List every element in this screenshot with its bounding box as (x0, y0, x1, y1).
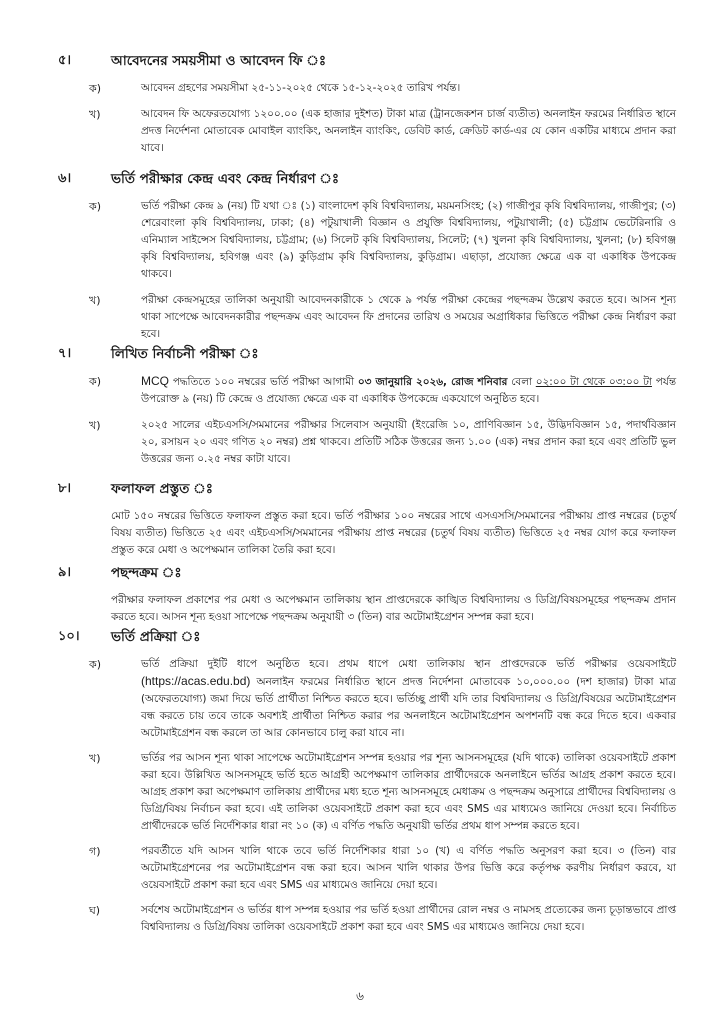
list-item (0, 417, 720, 468)
paragraph: মোট ১৫০ নম্বরের ভিত্তিতে ফলাফল প্রস্তুত করা হবে। ভর্তি পরীক্ষার ১০০ নম্বরের সাথে এসএসসি/সমমানের পরীক্ষায় প্রাপ্ত নম্বরের (চতুর্থ বিষয় ব্যতীত) ভিত্তিতে ২৫ এবং এইচএসসি/সমমানের পরীক্ষায় প্রাপ্ত নম্বরের (চতুর্থ বিষয় ব্যতীত) ভিত্তিতে ২৫ নম্বর যোগ করে ফলাফল প্রস্তুত করে মেধা ও অপেক্ষমান তালিকা তৈরি করা হবে। (111, 510, 676, 556)
item-text: সর্বশেষ অটোমাইগ্রেশন ও ভর্তির ধাপ সম্পন্ন হওয়ার পর ভর্তি হওয়া প্রার্থীদের রোল নম্বর ও নামসহ প্রত্যেকের জন্য চূড়ান্তভাবে প্রাপ্ত বিশ্ববিদ্যালয় ও ডিগ্রি/বিষয় তালিকা ওয়েবসাইটে প্রকাশ করা হবে এবং SMS এর মাধ্যমেও জানিয়ে দেয়া হবে। (141, 904, 676, 933)
text-fragment: বেলা (507, 376, 536, 388)
exam-date: ০৩ জানুয়ারি ২০২৬, রোজ শনিবার (357, 376, 508, 388)
section-10 (0, 626, 720, 936)
list-item (0, 902, 720, 936)
section-title: ভর্তি প্রক্রিয়া ঃ (111, 629, 201, 645)
section-number: ৯। (58, 565, 72, 580)
text-fragment: পদ্ধতিতে ১০০ নম্বরের ভর্তি পরীক্ষা আগামী (169, 376, 358, 388)
section-6 (0, 168, 720, 343)
section-number: ১০। (58, 629, 80, 644)
list-item (0, 292, 720, 343)
section-7 (0, 343, 720, 468)
item-label: খ) (89, 419, 101, 432)
list-item (0, 80, 720, 97)
item-text: ভর্তির পর আসন শূন্য থাকা সাপেক্ষে অটোমাইগ্রেশন সম্পন্ন হওয়ার পর শূন্য আসনসমূহের (যদি থাকে) তালিকা ওয়েবসাইটে প্রকাশ করা হবে। উল্লিখিত আসনসমূহে ভর্তি হতে আগ্রহী অপেক্ষমাণ তালিকার প্রার্থীদেরকে অনলাইনে ভর্তির আগ্রহ প্রকাশ করতে হবে। আগ্রহ প্রকাশ করা অপেক্ষমাণ তালিকায় প্রার্থীদের মধ্য হতে শূন্য আসনসমূহে মেধাক্রম ও পছন্দক্রম অনুসারে প্রার্থীদের বিশ্ববিদ্যালয় ও ডিগ্রি/বিষয় নির্বাচন করা হবে। এই তালিকা ওয়েবসাইটে প্রকাশ করা হবে এবং SMS এর মাধ্যমেও জানিয়ে দেওয়া হবে। নির্বাচিত প্রার্থীদেরকে ভর্তি নির্দেশিকার ধারা নং ১০ (ক) এ বর্ণিত পদ্ধতি অনুযায়ী ভর্তির প্রথম ধাপ সম্পন্ন করতে হবে। (141, 752, 677, 832)
section-number: ৫। (58, 53, 72, 68)
item-label: ক) (89, 82, 101, 95)
section-5 (0, 50, 720, 157)
section-title: পছন্দক্রম ঃ (111, 565, 182, 581)
item-text (141, 373, 676, 408)
item-label: ক) (89, 200, 101, 213)
website-link[interactable]: (https://acas.edu.bd) (141, 674, 251, 688)
section-title: আবেদনের সময়সীমা ও আবেদন ফি ঃ (111, 53, 327, 69)
text-fragment: অনলাইন ফরমের নির্ধারিত স্থানে প্রদত্ত নির্দেশনা মোতাবেক ১০,০০০.০০ (দশ হাজার) টাকা মাত্র (অফেরতযোগ্য) জমা দিয়ে ভর্তি প্রার্থীতা নিশ্চিত করতে হবে। ভর্তিচ্ছু প্রার্থী যদি তার বিশ্ববিদ্যালয় ও ডিগ্রি/বিষয়ের অটোমাইগ্রেশন বন্ধ করতে চায় তবে তাকে অবশ্যই প্রার্থীতা নিশ্চিত করার পর অনলাইনে অটোমাইগ্রেশন অপশনটি বন্ধ করে দিতে হবে। একবার অটোমাইগ্রেশন বন্ধ করলে তা আর কোনভাবে চালু করা যাবে না। (141, 676, 676, 739)
item-label: গ) (89, 845, 101, 858)
section-9 (0, 562, 720, 626)
item-text: পরবর্তীতে যদি আসন খালি থাকে তবে ভর্তি নির্দেশিকার ধারা ১০ (খ) এ বর্ণিত পদ্ধতি অনুসরণ করা হবে। ৩ (তিন) বার অটোমাইগ্রেশনের পর অটোমাইগ্রেশন বন্ধ করা হবে। আসন খালি থাকার উপর ভিত্তি করে কর্তৃপক্ষ করণীয় নির্ধারণ করবে, যা ওয়েবসাইটে প্রকাশ করা হবে এবং SMS এর মাধ্যমেও জানিয়ে দেয়া হবে। (141, 845, 676, 891)
section-8 (0, 478, 720, 559)
item-text: আবেদন গ্রহণের সময়সীমা ২৫-১১-২০২৫ থেকে ১৫-১২-২০২৫ তারিখ পর্যন্ত। (141, 82, 461, 94)
item-label: ক) (89, 658, 101, 671)
item-text: ভর্তি পরীক্ষা কেন্দ্র ৯ (নয়) টি যথা ঃ (১) বাংলাদেশ কৃষি বিশ্ববিদ্যালয়, ময়মনসিংহ; (২) গাজীপুর কৃষি বিশ্ববিদ্যালয়, গাজীপুর; (৩) শেরেবাংলা কৃষি বিশ্ববিদ্যালয়, ঢাকা; (৪) পটুয়াখালী বিজ্ঞান ও প্রযুক্তি বিশ্ববিদ্যালয়, পটুয়াখালী; (৫) চট্টগ্রাম ভেটেরিনারি ও এনিম্যাল সাইন্সেস বিশ্ববিদ্যালয়, চট্টগ্রাম; (৬) সিলেট কৃষি বিশ্ববিদ্যালয়, সিলেট; (৭) খুলনা কৃষি বিশ্ববিদ্যালয়, খুলনা; (৮) হবিগঞ্জ কৃষি বিশ্ববিদ্যালয়, হবিগঞ্জ এবং (৯) কুড়িগ্রাম কৃষি বিশ্ববিদ্যালয়, কুড়িগ্রাম। এছাড়া, প্রযোজ্য ক্ষেত্রে এক বা একাধিক উপকেন্দ্র থাকবে। (141, 200, 676, 280)
item-text: পরীক্ষা কেন্দ্রসমূহের তালিকা অনুযায়ী আবেদনকারীকে ১ থেকে ৯ পর্যন্ত পরীক্ষা কেন্দ্রের পছন্দক্রম উল্লেখ করতে হবে। আসন শূন্য থাকা সাপেক্ষে আবেদনকারীর পছন্দক্রম এবং আবেদন ফি প্রদানের তারিখ ও সময়ের অগ্রাধিকার ভিত্তিতে পরীক্ষা কেন্দ্র নির্ধারণ করা হবে। (141, 294, 676, 340)
item-text: ২০২৫ সালের এইচএসসি/সমমানের পরীক্ষার সিলেবাস অনুযায়ী (ইংরেজি ১০, প্রাণিবিজ্ঞান ১৫, উদ্ভিদবিজ্ঞান ১৫, পদার্থবিজ্ঞান ২০, রসায়ন ২০ এবং গণিত ২০ নম্বর) প্রশ্ন থাকবে। প্রতিটি সঠিক উত্তরের জন্য ১.০০ (এক) নম্বর প্রদান করা হবে এবং প্রতিটি ভুল উত্তরের জন্য ০.২৫ নম্বর কাটা যাবে। (141, 419, 676, 465)
list-item (0, 843, 720, 894)
text-fragment: ভর্তি প্রক্রিয়া দুইটি ধাপে অনুষ্ঠিত হবে। প্রথম ধাপে মেধা তালিকায় স্থান প্রাপ্তদেরকে ভর্তি পরীক্ষার ওয়েবসাইটে (141, 658, 676, 670)
section-title: লিখিত নির্বাচনী পরীক্ষা ঃ (111, 346, 259, 362)
item-label: খ) (89, 294, 101, 307)
list-item (0, 198, 720, 283)
item-text: আবেদন ফি অফেরতযোগ্য ১২০০.০০ (এক হাজার দুইশত) টাকা মাত্র (ট্রানজেকশন চার্জ ব্যতীত) অনলাইন ফরমের নির্ধারিত স্থানে প্রদত্ত নির্দেশনা মোতাবেক মোবাইল ব্যাংকিং, অনলাইন ব্যাংকিং, ডেবিট কার্ড, ক্রেডিট কার্ড-এর যে কোন একটির মাধ্যমে প্রদান করা যাবে। (141, 108, 676, 154)
list-item (0, 106, 720, 157)
mcq-text: MCQ (141, 374, 169, 388)
text-fragment: পর্যন্ত উপরোক্ত ৯ (নয়) টি কেন্দ্রে ও প্রযোজ্য ক্ষেত্রে এক বা একাধিক উপকেন্দ্রে একযোগে অনুষ্ঠিত হবে। (141, 376, 676, 405)
list-item (0, 750, 720, 835)
section-number: ৮। (58, 481, 72, 496)
section-number: ৭। (58, 346, 72, 361)
section-title: ভর্তি পরীক্ষার কেন্দ্র এবং কেন্দ্র নির্ধারণ ঃ (111, 171, 340, 187)
item-label: খ) (89, 752, 101, 765)
page-number: ৬ (356, 989, 364, 1003)
section-title: ফলাফল প্রস্তুত ঃ (111, 481, 213, 497)
section-number: ৬। (58, 171, 72, 186)
item-label: খ) (89, 108, 101, 121)
item-label: ক) (89, 375, 101, 388)
item-text (141, 656, 676, 742)
paragraph: পরীক্ষার ফলাফল প্রকাশের পর মেধা ও অপেক্ষমান তালিকায় স্থান প্রাপ্তদেরকে কাঙ্খিত বিশ্ববিদ্যালয় ও ডিগ্রি/বিষয়সমূহের পছন্দক্রম প্রদান করতে হবে। আসন শূন্য হওয়া সাপেক্ষে পছন্দক্রম অনুযায়ী ৩ (তিন) বার অটোমাইগ্রেশন সম্পন্ন করা হবে। (111, 594, 676, 623)
exam-time: ০২:০০ টা থেকে ০৩:০০ টা (535, 376, 652, 388)
item-label: ঘ) (89, 904, 101, 917)
list-item (0, 656, 720, 742)
list-item (0, 373, 720, 408)
